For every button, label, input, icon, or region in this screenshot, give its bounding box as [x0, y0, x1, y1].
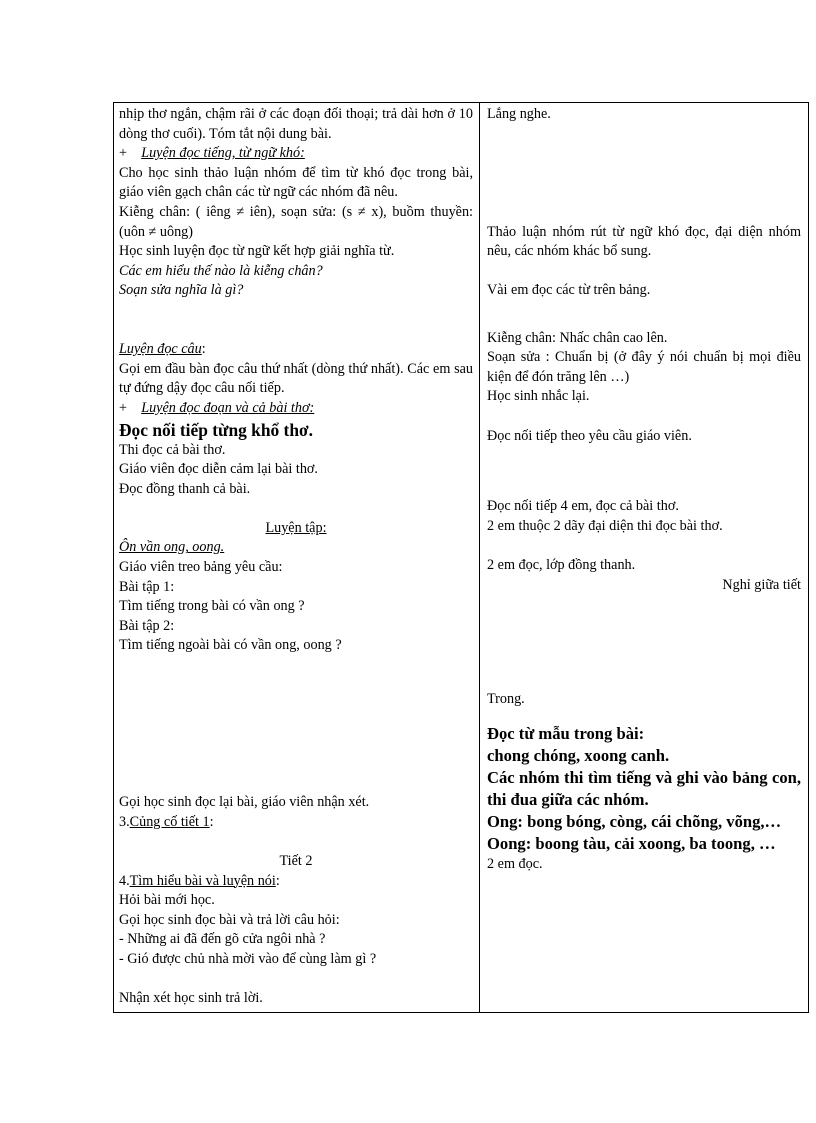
- text-line: Giáo viên đọc diễn cảm lại bài thơ.: [119, 461, 318, 478]
- text-line: Soạn sửa : Chuẩn bị (ở đây ý nói chuẩn bị mọi điều kiện để đón trăng lên …): [487, 349, 801, 385]
- heading-practice-words: + Luyện đọc tiếng, từ ngữ khó:: [119, 145, 305, 162]
- bold-line: chong chóng, xoong canh.: [487, 746, 670, 766]
- text-line: Vài em đọc các từ trên bảng.: [487, 282, 651, 299]
- text-line: Trong.: [487, 690, 525, 707]
- heading-consolidation: 3.Củng cố tiết 1:: [119, 813, 214, 830]
- text-line: Gọi học sinh đọc lại bài, giáo viên nhận xét.: [119, 794, 370, 811]
- text-line: Gọi em đầu bàn đọc câu thứ nhất (dòng thứ nhất). Các em sau tự đứng dậy đọc câu nối tiếp.: [119, 360, 473, 397]
- column-divider: [479, 102, 480, 1013]
- text-line: Nghỉ giữa tiết: [722, 576, 801, 593]
- student-activities-column: [487, 105, 801, 875]
- text-line: 2 em đọc, lớp đồng thanh.: [487, 557, 636, 574]
- bold-line: Các nhóm thi tìm tiếng và ghi vào bảng con, thi đua giữa các nhóm.: [487, 768, 801, 810]
- bold-line: Đọc nối tiếp từng khổ thơ.: [119, 419, 313, 440]
- heading-period-2: Tiết 2: [279, 853, 313, 869]
- text-line: - Những ai đã đến gõ cửa ngôi nhà ?: [119, 931, 326, 948]
- text-line: Thảo luận nhóm rút từ ngữ khó đọc, đại diện nhóm nêu, các nhóm khác bổ sung.: [487, 223, 801, 260]
- text-line: Học sinh luyện đọc từ ngữ kết hợp giải nghĩa từ.: [119, 243, 395, 260]
- bold-line: Oong: boong tàu, cải xoong, ba toong, …: [487, 834, 776, 854]
- text-line: Tìm tiếng trong bài có vần ong ?: [119, 598, 305, 615]
- bold-line: Đọc từ mẫu trong bài:: [487, 724, 645, 744]
- heading-explore-lesson: 4.Tìm hiểu bài và luyện nói:: [119, 872, 280, 889]
- text-line: Đọc nối tiếp theo yêu cầu giáo viên.: [487, 427, 692, 444]
- text-line: Bài tập 2:: [119, 617, 175, 634]
- text-line: - Gió được chủ nhà mời vào để cùng làm gì ?: [119, 950, 377, 967]
- text-line: nhịp thơ ngắn, chậm rãi ở các đoạn đối thoại; trả dài hơn ở 10 dòng thơ cuối). Tóm tắt nội dung bài.: [119, 106, 473, 142]
- heading-review-rhyme: Ôn vần ong, oong.: [119, 539, 225, 556]
- heading-practice-poem: + Luyện đọc đoạn và cả bài thơ:: [119, 399, 315, 416]
- text-line: Học sinh nhắc lại.: [487, 388, 590, 405]
- text-line: 2 em thuộc 2 dãy đại diện thi đọc bài thơ.: [487, 517, 723, 534]
- text-line: Tìm tiếng ngoài bài có vần ong, oong ?: [119, 637, 342, 654]
- question-line: Các em hiểu thế nào là kiễng chân?: [119, 262, 323, 279]
- text-line: Hỏi bài mới học.: [119, 892, 215, 909]
- text-line: Lắng nghe.: [487, 106, 551, 122]
- text-line: Kiễng chân: ( iêng ≠ iên), soạn sửa: (s ≠ x), buồm thuyền: (uôn ≠ uông): [119, 203, 473, 240]
- text-line: Đọc đồng thanh cả bài.: [119, 480, 251, 497]
- text-line: Kiễng chân: Nhấc chân cao lên.: [487, 329, 668, 346]
- teacher-activities-column: [119, 105, 473, 1009]
- bold-line: Ong: bong bóng, còng, cái chõng, võng,…: [487, 812, 782, 832]
- heading-practice-sentences: Luyện đọc câu:: [119, 341, 206, 358]
- text-line: Nhận xét học sinh trả lời.: [119, 990, 263, 1007]
- text-line: Bài tập 1:: [119, 578, 175, 595]
- text-line: Cho học sinh thảo luận nhóm để tìm từ khó đọc trong bài, giáo viên gạch chân các từ ngữ các nhóm đã nêu.: [119, 164, 473, 201]
- text-line: Thi đọc cả bài thơ.: [119, 441, 226, 458]
- text-line: 2 em đọc.: [487, 856, 543, 873]
- heading-exercise: Luyện tập:: [265, 519, 327, 536]
- text-line: Gọi học sinh đọc bài và trả lời câu hỏi:: [119, 911, 340, 928]
- text-line: Đọc nối tiếp 4 em, đọc cả bài thơ.: [487, 498, 679, 515]
- text-line: Giáo viên treo bảng yêu cầu:: [119, 559, 283, 576]
- question-line: Soạn sửa nghĩa là gì?: [119, 282, 244, 299]
